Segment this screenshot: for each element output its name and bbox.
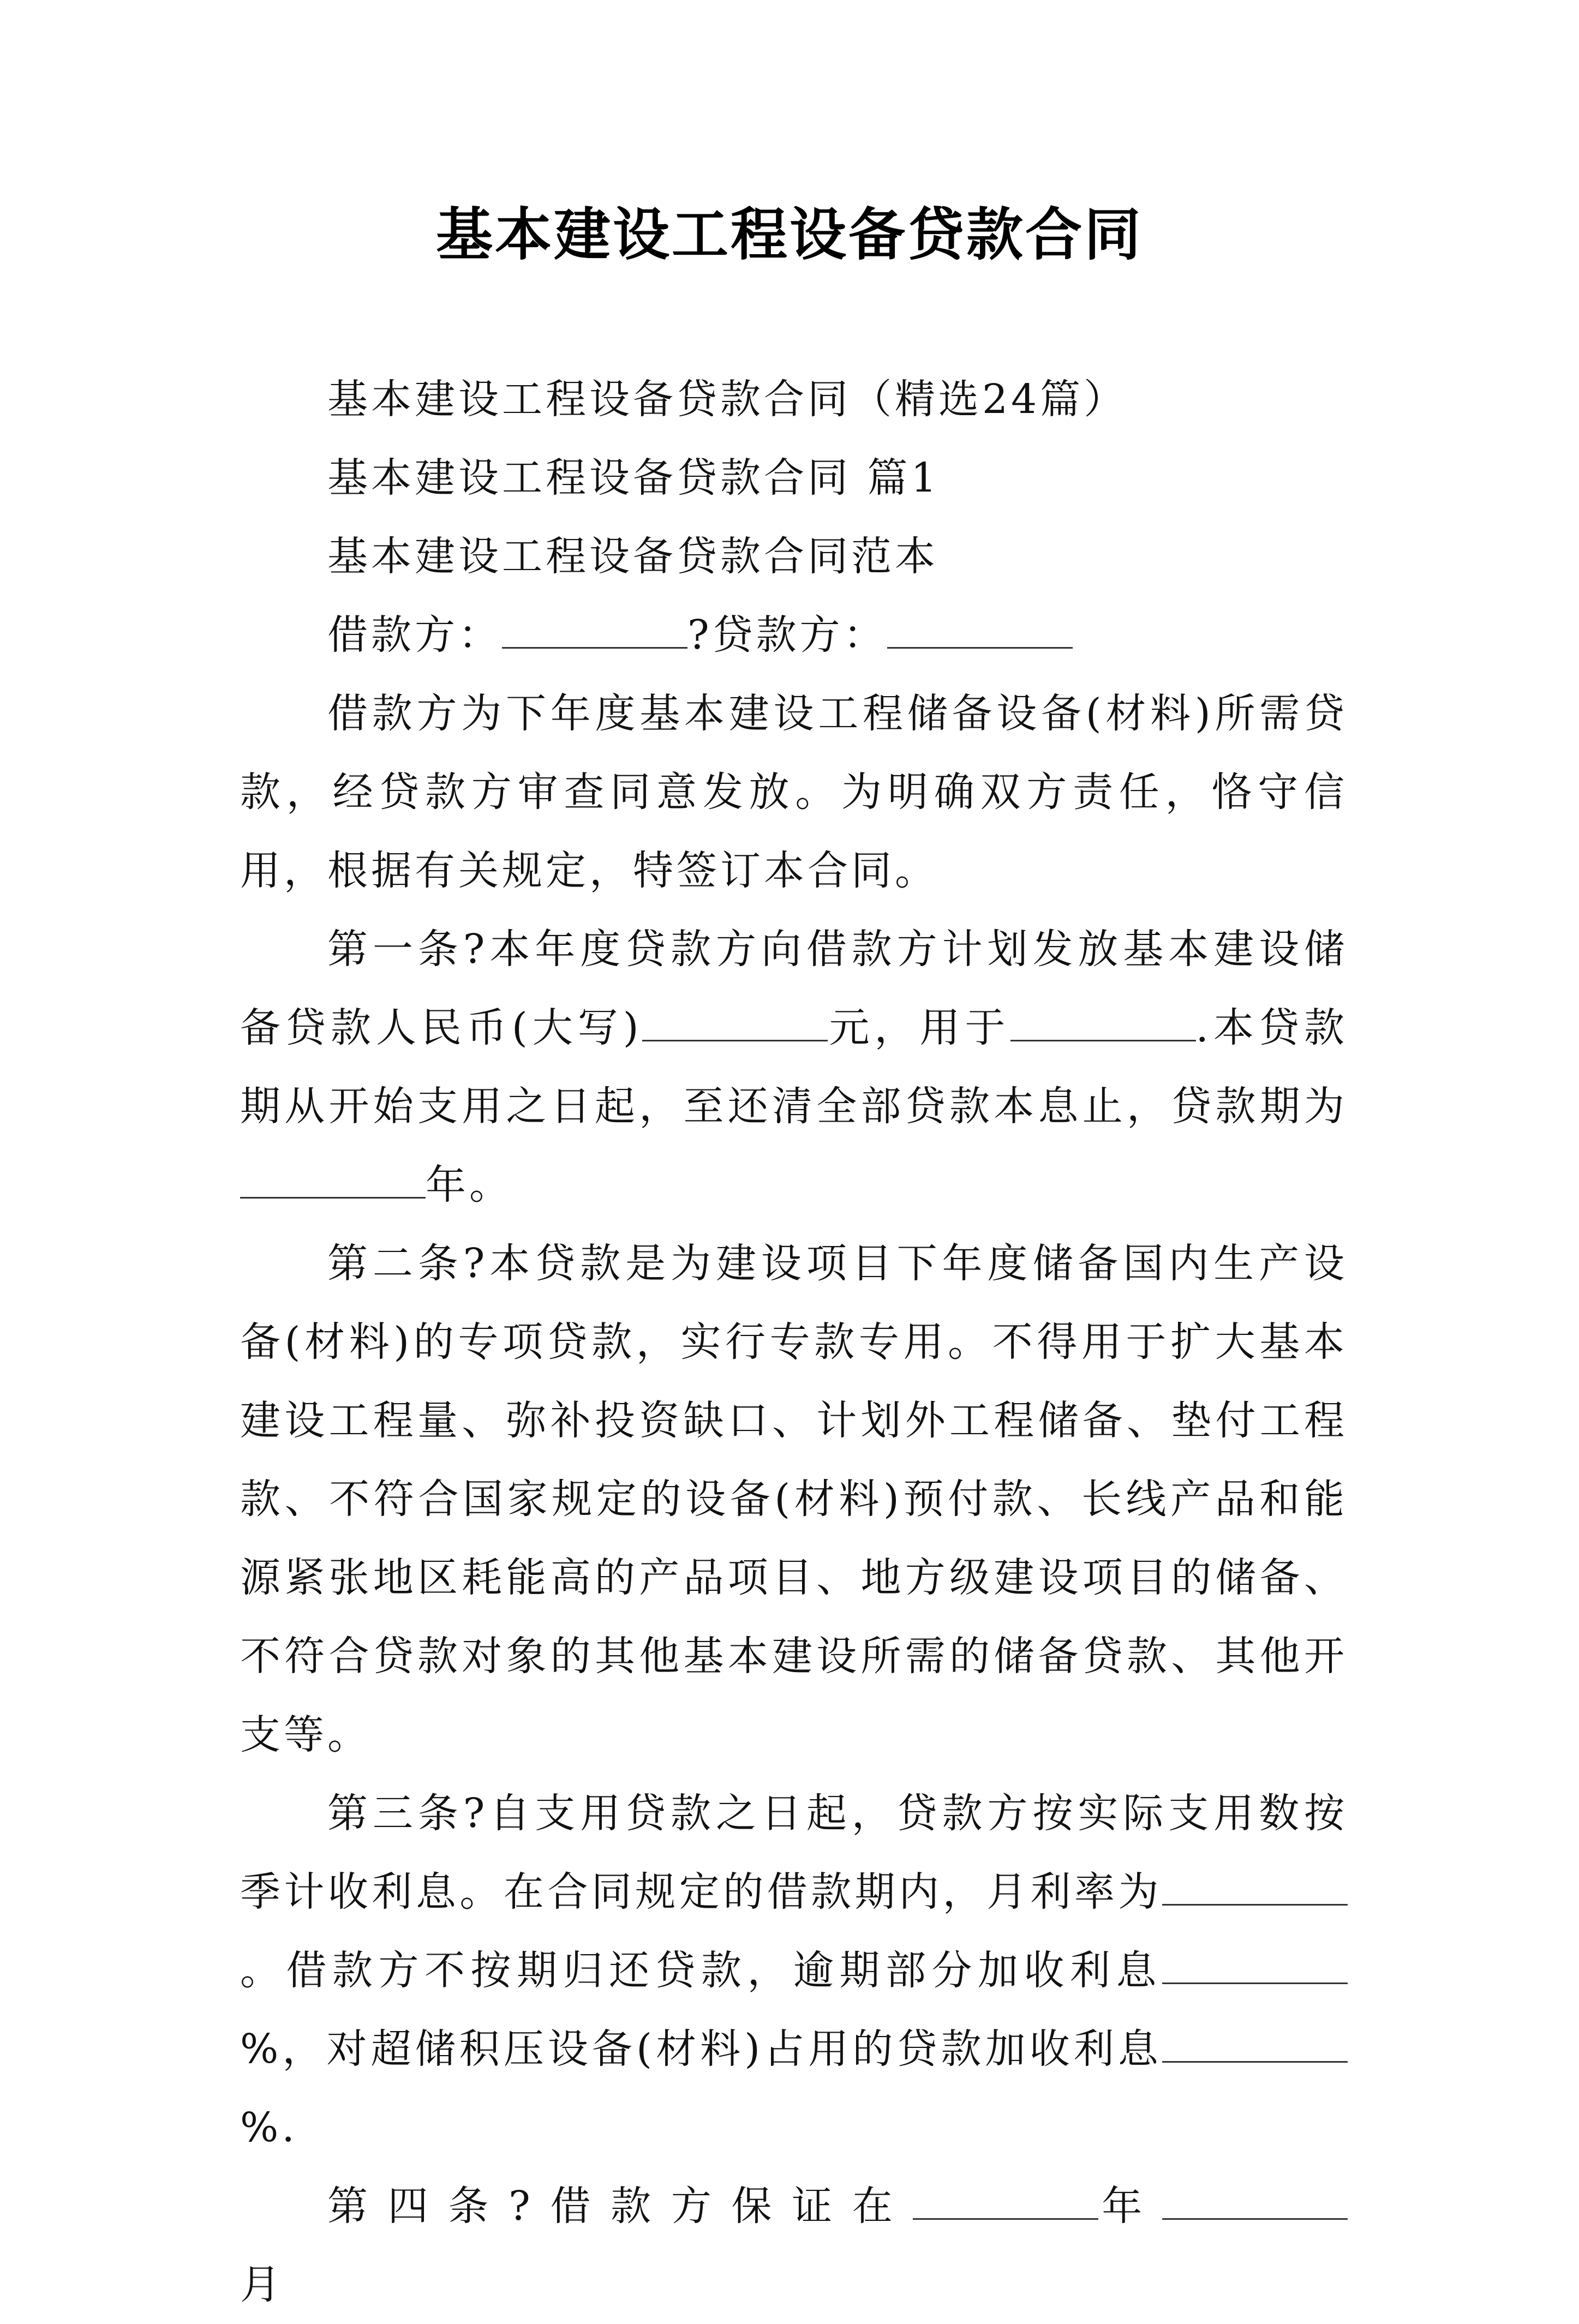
loan-purpose-blank — [1010, 999, 1196, 1041]
article-2: 第二条?本贷款是为建设项目下年度储备国内生产设备(材料)的专项贷款，实行专款专用。不得用于扩大基本建设工程量、弥补投资缺口、计划外工程储备、垫付工程款、不符合国家规定的设备(材料)预付款、长线产品和能源紧张地区耗能高的产品项目、地方级建设项目的储备、不符合贷款对象的其他基本建设所需的储备贷款、其他开支等。 — [240, 1240, 1348, 1758]
borrower-blank — [502, 607, 687, 649]
loan-amount-blank — [642, 999, 828, 1041]
overdue-rate-blank — [1162, 1942, 1348, 1984]
intro-paragraph: 借款方为下年度基本建设工程储备设备(材料)所需贷款，经贷款方审查同意发放。为明确双方责任，恪守信用，根据有关规定，特签订本合同。 — [240, 690, 1348, 894]
collection-subtitle: 基本建设工程设备贷款合同（精选24篇） — [327, 376, 1128, 423]
article-4: 第四条?借款方保证在 年月 — [240, 2167, 1348, 2324]
sample-heading: 基本建设工程设备贷款合同范本 — [327, 533, 938, 580]
article-1: 第一条?本年度贷款方向借款方计划发放基本建设储备贷款人民币(大写) 元，用于 .本贷款期从开始支用之日起，至还清全部贷款本息止，贷款期为年。 — [240, 926, 1348, 1208]
parties-line — [240, 596, 1348, 674]
loan-term-blank — [240, 1157, 426, 1199]
document-title: 基本建设工程设备贷款合同 — [435, 201, 1143, 268]
overstock-rate-blank — [1162, 2021, 1348, 2063]
monthly-rate-blank — [1162, 1864, 1348, 1906]
lender-label: ?贷款方： — [687, 612, 887, 658]
lender-blank — [887, 607, 1073, 649]
borrower-label: 借款方： — [327, 612, 502, 658]
repay-month-blank — [1162, 2178, 1348, 2220]
repay-year-blank — [913, 2178, 1098, 2220]
article-3: 第三条?自支用贷款之日起，贷款方按实际支用数按季计收利息。在合同规定的借款期内，月利率为。借款方不按期归还贷款，逾期部分加收利息%，对超储积压设备(材料)占用的贷款加收利息%. — [240, 1790, 1348, 2151]
section-heading: 基本建设工程设备贷款合同 篇1 — [327, 454, 940, 501]
document-body — [240, 360, 1348, 2324]
